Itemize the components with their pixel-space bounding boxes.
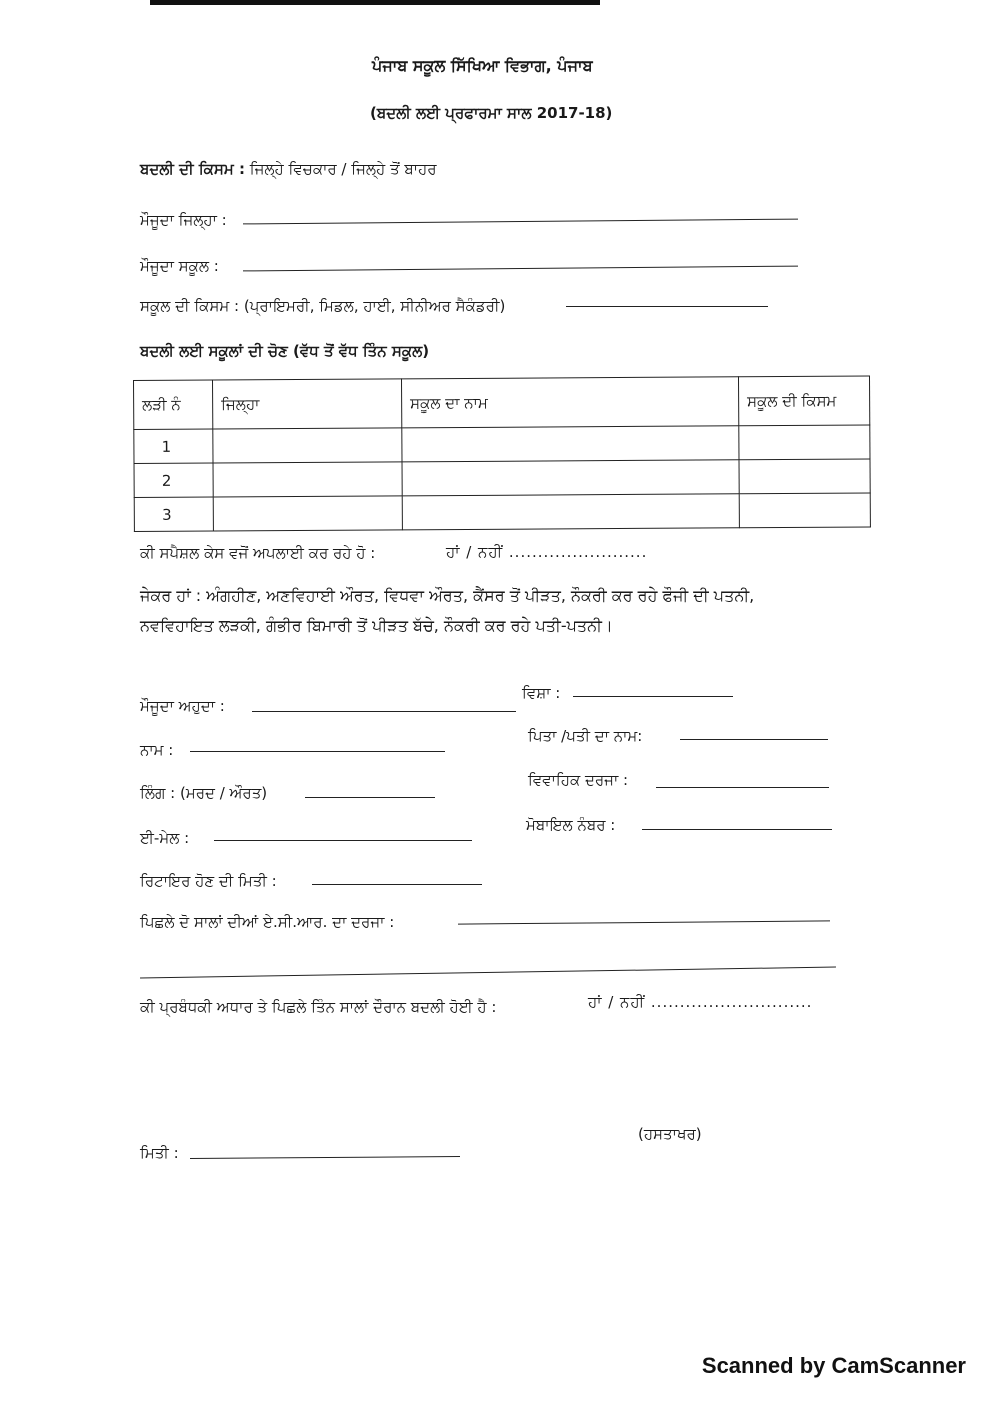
signature-label: (ਹਸਤਾਖਰ) [638, 1125, 702, 1143]
school-choice-table [133, 375, 871, 531]
col-school-type-header: ਸਕੂਲ ਦੀ ਕਿਸਮ [738, 376, 869, 426]
school-type-line[interactable] [566, 306, 768, 307]
gender-line[interactable] [305, 797, 435, 798]
mobile-label: ਮੋਬਾਇਲ ਨੰਬਰ : [526, 816, 616, 834]
marital-status-label: ਵਿਵਾਹਿਕ ਦਰਜਾ : [528, 771, 629, 789]
row-number: 3 [134, 497, 213, 531]
designation-line[interactable] [252, 711, 516, 712]
marital-status-line[interactable] [656, 787, 829, 788]
col-district-header: ਜਿਲ੍ਹਾ [213, 379, 402, 429]
current-school-label: ਮੌਜੂਦਾ ਸਕੂਲ : [140, 257, 219, 275]
subject-line[interactable] [573, 696, 733, 697]
row-number: 2 [134, 463, 213, 497]
name-line[interactable] [190, 751, 445, 752]
special-case-list-line1: ਜੇਕਰ ਹਾਂ : ਅੰਗਹੀਣ, ਅਣਵਿਹਾਈ ਔਰਤ, ਵਿਧਵਾ ਔਰਤ, ਕੈਂਸਰ ਤੋਂ ਪੀੜਤ, ਨੌਕਰੀ ਕਰ ਰਹੇ ਫੌਜੀ ਦੀ ਪਤਨੀ, [140, 586, 755, 605]
choice-heading: ਬਦਲੀ ਲਈ ਸਕੂਲਾਂ ਦੀ ਚੋਣ (ਵੱਧ ਤੋਂ ਵੱਧ ਤਿੰਨ ਸਕੂਲ) [140, 342, 430, 360]
special-case-list-line2: ਨਵਵਿਹਾਇਤ ਲੜਕੀ, ਗੰਭੀਰ ਬਿਮਾਰੀ ਤੋਂ ਪੀੜਤ ਬੱਚੇ, ਨੌਕਰੀ ਕਰ ਰਹੇ ਪਤੀ-ਪਤਨੀ। [140, 616, 613, 635]
district-cell[interactable] [213, 462, 402, 497]
form-title: ਪੰਜਾਬ ਸਕੂਲ ਸਿੱਖਿਆ ਵਿਭਾਗ, ਪੰਜਾਬ [372, 56, 593, 75]
current-district-label: ਮੌਜੂਦਾ ਜਿਲ੍ਹਾ : [140, 211, 227, 229]
table-header-row [134, 376, 870, 429]
subject-label: ਵਿਸ਼ਾ : [522, 684, 561, 702]
school-type-cell[interactable] [739, 493, 870, 528]
table-row [134, 493, 870, 531]
transfer-type-options: ਜਿਲ੍ਹੇ ਵਿਚਕਾਰ / ਜਿਲ੍ਹੇ ਤੋਂ ਬਾਹਰ [249, 160, 437, 178]
col-school-name-header: ਸਕੂਲ ਦਾ ਨਾਮ [401, 377, 738, 428]
transfer-type-label: ਬਦਲੀ ਦੀ ਕਿਸਮ : [140, 160, 245, 178]
admin-transfer-answer[interactable]: ਹਾਂ / ਨਹੀਂ ............................ [588, 993, 813, 1011]
current-district-line[interactable] [243, 219, 798, 225]
camscanner-watermark: Scanned by CamScanner [701, 1353, 966, 1378]
retirement-date-line[interactable] [312, 884, 482, 885]
school-type-label: ਸਕੂਲ ਦੀ ਕਿਸਮ : (ਪ੍ਰਾਇਮਰੀ, ਮਿਡਲ, ਹਾਈ, ਸੀਨੀਅਰ ਸੈਕੰਡਰੀ) [140, 297, 506, 315]
special-case-answer[interactable]: ਹਾਂ / ਨਹੀਂ ........................ [446, 543, 648, 561]
date-label: ਮਿਤੀ : [140, 1144, 179, 1162]
district-cell[interactable] [213, 428, 402, 463]
designation-label: ਮੌਜੂਦਾ ਅਹੁਦਾ : [140, 697, 225, 715]
email-line[interactable] [214, 840, 472, 841]
school-name-cell[interactable] [402, 494, 739, 530]
transfer-type-row [140, 160, 437, 178]
email-label: ਈ-ਮੇਲ : [140, 829, 190, 847]
acr-grade-label: ਪਿਛਲੇ ਦੋ ਸਾਲਾਂ ਦੀਆਂ ਏ.ਸੀ.ਆਰ. ਦਾ ਦਰਜਾ : [140, 913, 395, 931]
name-label: ਨਾਮ : [140, 741, 174, 759]
table-row [134, 459, 870, 497]
father-husband-name-label: ਪਿਤਾ /ਪਤੀ ਦਾ ਨਾਮ: [528, 727, 643, 745]
mobile-line[interactable] [642, 829, 832, 830]
retirement-date-label: ਰਿਟਾਇਰ ਹੋਣ ਦੀ ਮਿਤੀ : [140, 872, 277, 890]
row-number: 1 [134, 429, 213, 463]
acr-grade-line[interactable] [458, 920, 830, 924]
school-name-cell[interactable] [402, 460, 739, 496]
father-husband-name-line[interactable] [680, 739, 828, 740]
table-row [134, 425, 870, 463]
col-serial-header: ਲੜੀ ਨੰ [134, 380, 213, 429]
current-school-line[interactable] [243, 266, 798, 272]
school-name-cell[interactable] [402, 426, 739, 462]
school-type-cell[interactable] [739, 459, 870, 494]
scan-top-edge [150, 0, 600, 5]
date-line[interactable] [190, 1156, 460, 1159]
form-subtitle: (ਬਦਲੀ ਲਈ ਪ੍ਰਫਾਰਮਾ ਸਾਲ 2017-18) [370, 104, 613, 122]
gender-label: ਲਿੰਗ : (ਮਰਦ / ਔਰਤ) [140, 784, 268, 802]
admin-transfer-question: ਕੀ ਪ੍ਰਬੰਧਕੀ ਅਧਾਰ ਤੇ ਪਿਛਲੇ ਤਿੰਨ ਸਾਲਾਂ ਦੌਰਾਨ ਬਦਲੀ ਹੋਈ ਹੈ : [140, 998, 497, 1016]
school-type-cell[interactable] [739, 425, 870, 460]
acr-grade-line-2[interactable] [140, 967, 836, 979]
district-cell[interactable] [213, 496, 402, 531]
special-case-question: ਕੀ ਸਪੈਸ਼ਲ ਕੇਸ ਵਜੋਂ ਅਪਲਾਈ ਕਰ ਰਹੇ ਹੋ : [140, 544, 376, 562]
